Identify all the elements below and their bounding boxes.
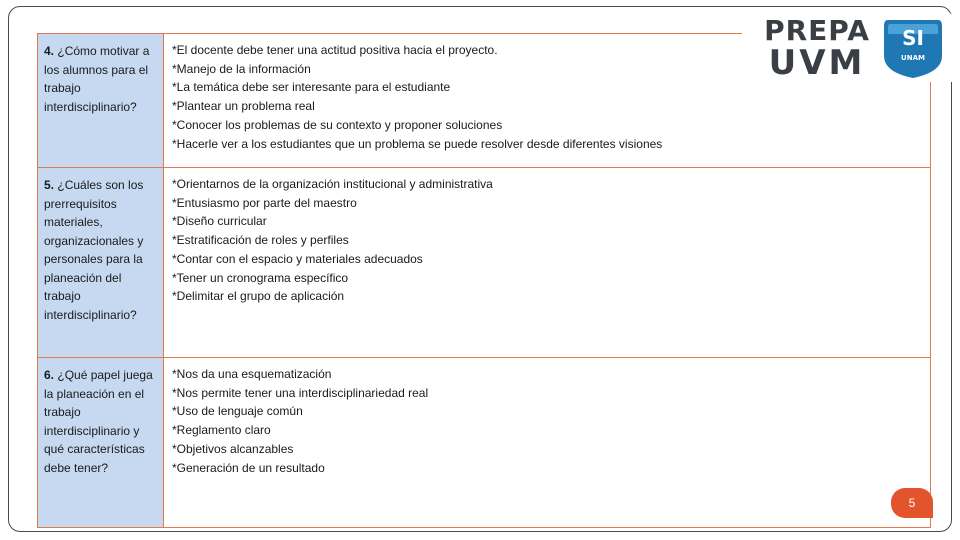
answer-item: *Nos da una esquematización	[172, 367, 332, 381]
badge-unam-text: UNAM	[901, 54, 925, 62]
question-cell	[38, 358, 164, 528]
answer-item: *Uso de lenguaje común	[172, 404, 303, 419]
qa-table	[37, 33, 931, 528]
question-number: 5.	[44, 178, 55, 192]
logo-line-uvm: UVM	[768, 43, 866, 83]
answer-item: *El docente debe tener una actitud positiva hacia el proyecto.	[172, 43, 498, 57]
answer-item: *Entusiasmo por parte del maestro	[172, 195, 357, 210]
logo-line-prepa: PREPA	[764, 14, 870, 47]
page-number-badge: 5	[891, 488, 933, 518]
question-number: 4.	[44, 44, 55, 58]
prepa-uvm-logo	[742, 10, 954, 82]
answer-item: *Diseño curricular	[172, 214, 267, 229]
answer-item: *Nos permite tener una interdisciplinariedad real	[172, 385, 429, 400]
question-text: ¿Cómo motivar a los alumnos para el trabajo interdisciplinario?	[44, 44, 150, 114]
si-unam-badge-icon	[880, 14, 946, 80]
question-text: ¿Qué papel juega la planeación en el trabajo interdisciplinario y qué características debe tener?	[44, 368, 153, 475]
answer-item: *Delimitar el grupo de aplicación	[172, 289, 345, 304]
answer-item: *Generación de un resultado	[172, 460, 325, 475]
answer-cell	[164, 168, 931, 358]
answer-item: *Orientarnos de la organización institucional y administrativa	[172, 177, 493, 191]
question-cell	[38, 34, 164, 168]
answer-item: *Hacerle ver a los estudiantes que un problema se puede resolver desde diferentes visiones	[172, 136, 663, 151]
question-cell	[38, 168, 164, 358]
badge-si-text: SI	[902, 26, 924, 50]
answer-item: *Estratificación de roles y perfiles	[172, 233, 349, 248]
answer-item: *Contar con el espacio y materiales adecuados	[172, 251, 423, 266]
table-row	[38, 168, 931, 358]
answer-item: *Reglamento claro	[172, 423, 271, 438]
logo-wordmark	[758, 14, 876, 83]
answer-item: *Tener un cronograma específico	[172, 270, 349, 285]
question-number: 6.	[44, 368, 55, 382]
answer-item: *Manejo de la información	[172, 61, 311, 76]
answer-cell	[164, 358, 931, 528]
question-text: ¿Cuáles son los prerrequisitos materiales, organizacionales y personales para la planeación del trabajo interdisciplinario?	[44, 178, 144, 322]
answer-item: *Plantear un problema real	[172, 99, 315, 114]
table-row	[38, 358, 931, 528]
answer-item: *Objetivos alcanzables	[172, 441, 294, 456]
answer-item: *La temática debe ser interesante para el estudiante	[172, 80, 451, 95]
answer-item: *Conocer los problemas de su contexto y proponer soluciones	[172, 117, 503, 132]
